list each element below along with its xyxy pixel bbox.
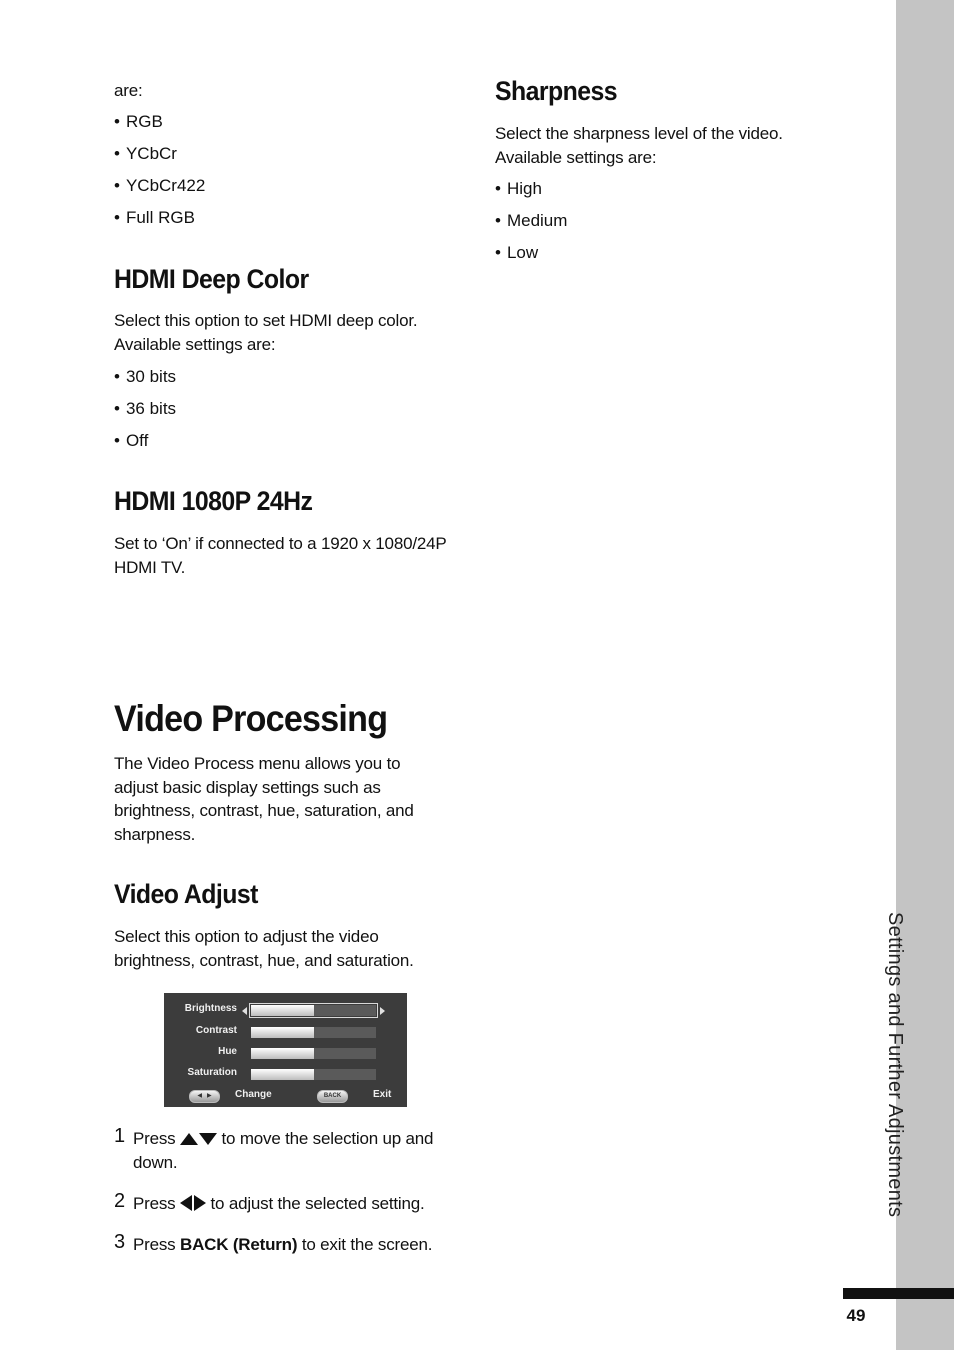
sharpness-list (495, 177, 567, 273)
list-item: • Medium (495, 209, 567, 241)
step-3 (114, 1231, 459, 1257)
osd-label: Contrast (195, 1025, 237, 1036)
osd-row-hue (164, 1043, 407, 1063)
color-space-list (114, 110, 205, 238)
list-item: • RGB (114, 110, 205, 142)
left-right-button-icon: ◀ ▶ (189, 1090, 220, 1103)
list-item: • 30 bits (114, 365, 176, 397)
step-2 (114, 1190, 459, 1216)
list-item: • 36 bits (114, 397, 176, 429)
step-1 (114, 1125, 459, 1174)
list-item: • YCbCr (114, 142, 205, 174)
osd-slider-track (251, 1027, 376, 1038)
video-adjust-heading: Video Adjust (114, 879, 258, 909)
osd-row-saturation (164, 1064, 407, 1084)
list-item: • YCbCr422 (114, 174, 205, 206)
osd-label: Saturation (187, 1067, 237, 1078)
list-item: • Full RGB (114, 206, 205, 238)
sidebar-section-label: Settings and Further Adjustments (884, 912, 906, 1218)
osd-label: Hue (218, 1046, 237, 1057)
left-arrow-icon (242, 1007, 247, 1015)
osd-slider-fill (251, 1027, 314, 1038)
osd-slider-fill (251, 1069, 314, 1080)
step-press: Press (133, 1194, 176, 1213)
osd-row-brightness (164, 1000, 407, 1020)
osd-slider-fill (251, 1048, 314, 1059)
osd-exit-label: Exit (373, 1089, 392, 1100)
up-down-arrows-icon (180, 1129, 217, 1148)
video-adjust-body: Select this option to adjust the video brightness, contrast, hue, and saturation. (114, 927, 414, 970)
page-number-bar (843, 1288, 954, 1299)
step-text: to adjust the selected setting. (210, 1194, 425, 1213)
sharpness-heading: Sharpness (495, 76, 618, 106)
step-press: Press (133, 1129, 176, 1148)
osd-row-contrast (164, 1022, 407, 1042)
step-number: 1 (114, 1125, 126, 1147)
video-processing-heading: Video Processing (114, 698, 388, 739)
list-item: • Off (114, 429, 176, 461)
video-processing-body: The Video Process menu allows you to adjust basic display settings such as brightness, contrast, hue, saturation, and sharpness. (114, 754, 414, 844)
step-text: to move the selection up and down. (133, 1129, 434, 1172)
back-return-label: BACK (Return) (180, 1235, 298, 1254)
right-arrow-icon (380, 1007, 385, 1015)
back-button-icon: BACK (317, 1090, 348, 1103)
osd-label: Brightness (184, 1003, 237, 1014)
video-adjust-osd-screenshot (164, 993, 407, 1107)
osd-slider-fill (251, 1005, 314, 1016)
left-right-arrows-icon (180, 1194, 206, 1213)
osd-slider-track (251, 1048, 376, 1059)
page-number: 49 (846, 1306, 866, 1325)
step-number: 2 (114, 1190, 126, 1212)
list-item: • High (495, 177, 567, 209)
step-text: to exit the screen. (301, 1235, 433, 1254)
sharpness-body: Select the sharpness level of the video. Available settings are: (495, 124, 783, 167)
hdmi-24hz-body: Set to ‘On’ if connected to a 1920 x 1080/24P HDMI TV. (114, 534, 447, 577)
step-press: Press (133, 1235, 176, 1254)
osd-change-label: Change (235, 1089, 272, 1100)
deep-color-body: Select this option to set HDMI deep color. Available settings are: (114, 311, 418, 354)
osd-slider-track (251, 1005, 376, 1016)
step-number: 3 (114, 1231, 126, 1253)
list-item: • Low (495, 241, 567, 273)
deep-color-heading: HDMI Deep Color (114, 264, 309, 294)
intro-text: are: (114, 81, 143, 100)
osd-slider-track (251, 1069, 376, 1080)
hdmi-24hz-heading: HDMI 1080P 24Hz (114, 486, 313, 516)
deep-color-list (114, 365, 176, 461)
